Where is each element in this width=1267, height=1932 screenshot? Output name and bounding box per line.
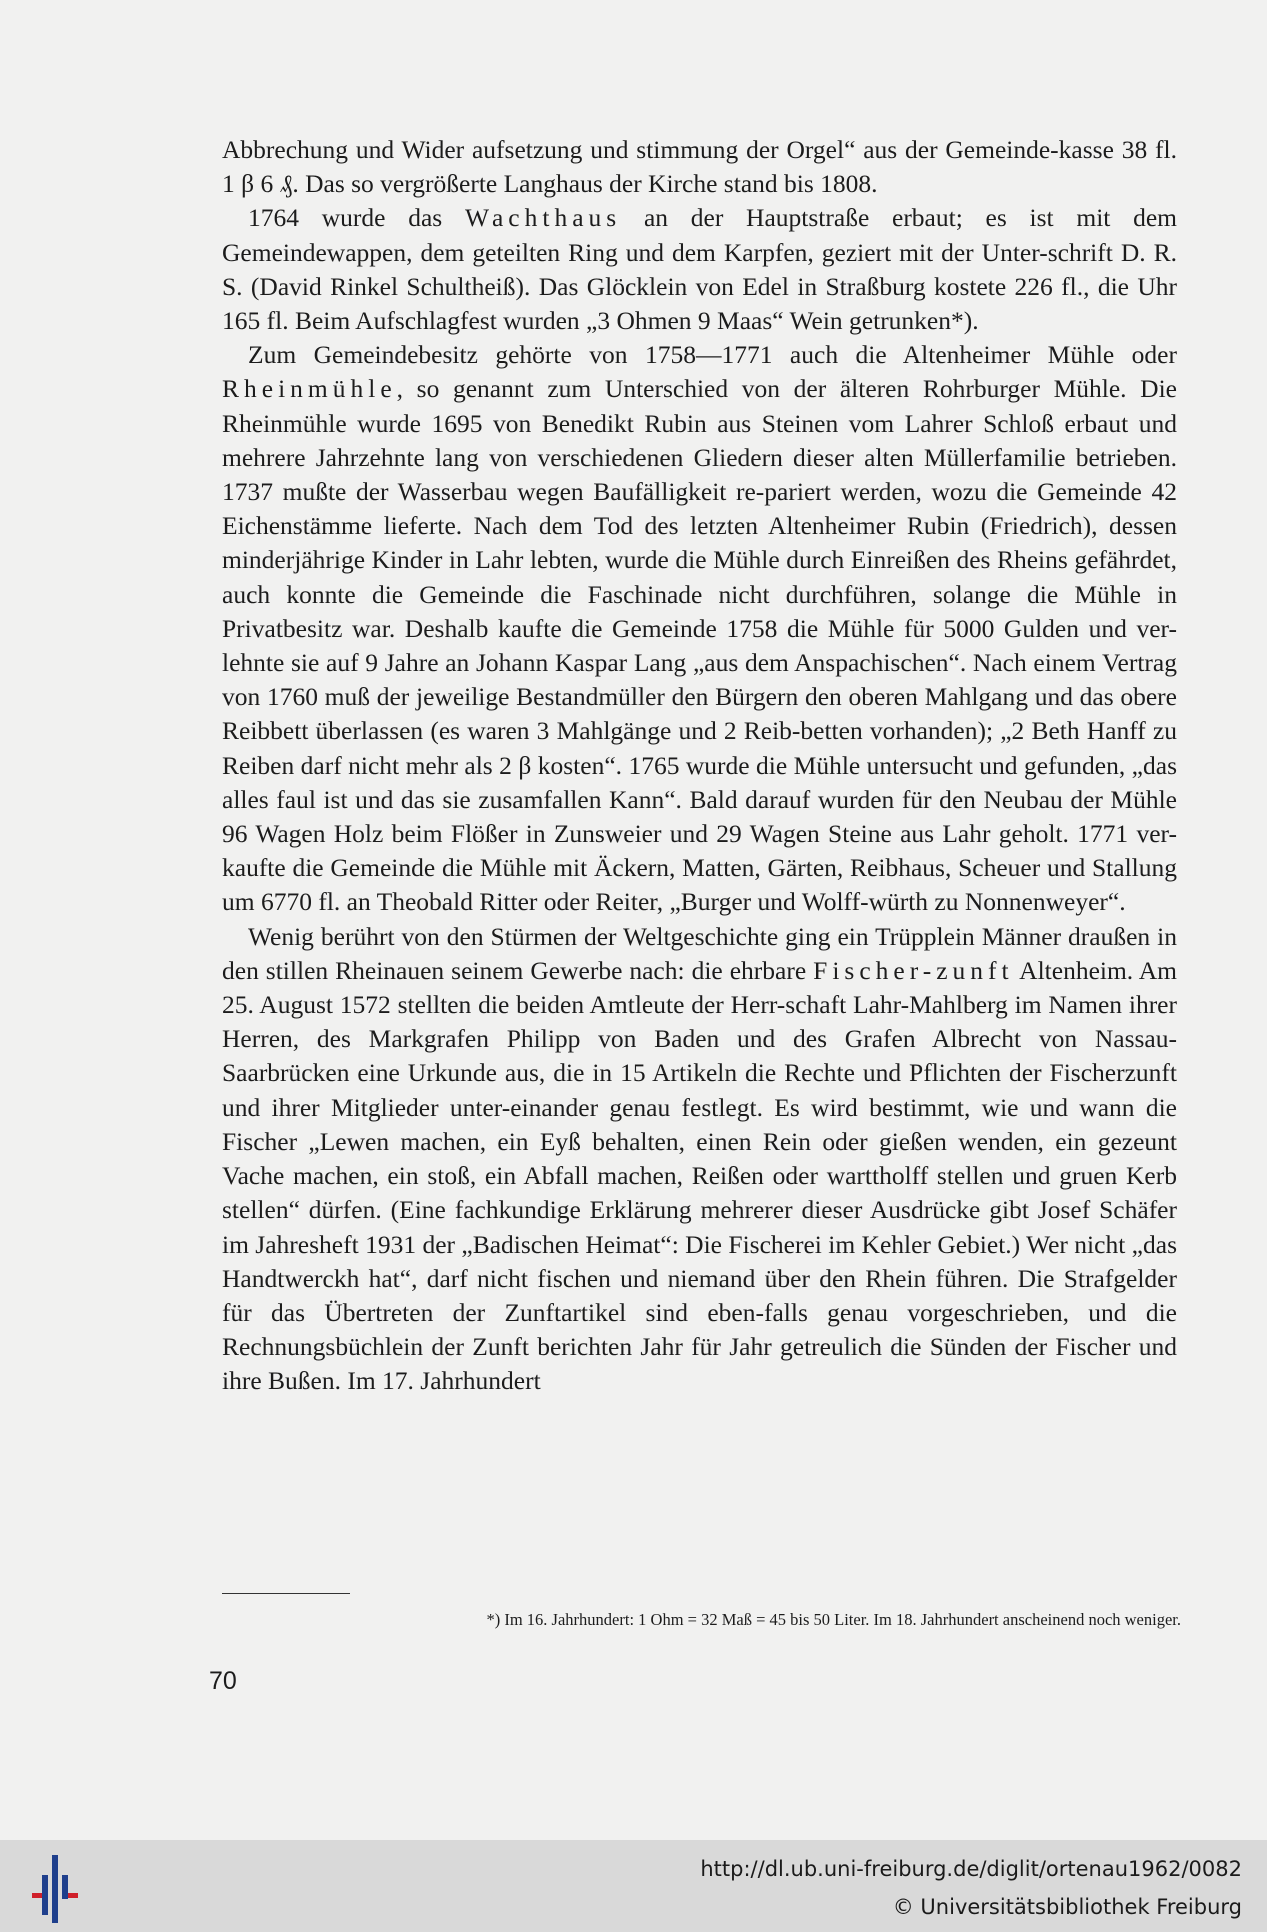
text-run: Altenheim. Am 25. August 1572 stellten die beiden Amtleute der Herr-schaft Lahr-Mahlberg im Namen ihrer Herren, des Markgrafen Philipp von Baden und des Grafen Albrecht von Nassau-Saarbrücken eine Urkunde aus, die in 15 Artikeln die Rechte und Pflichten der Fischerzunft und ihrer Mitglieder unter-einander genau festlegt. Es wird bestimmt, wie und wann die Fischer „Lewen machen, ein Eyß behalten, einen Rein oder gießen wenden, ein gezeunt Vache machen, ein stoß, ein Abfall machen, Reißen oder warttholff stellen und gruen Kerb stellen“ dürfen. (Eine fachkundige Erklärung mehrerer dieser Ausdrücke gibt Josef Schäfer im Jahresheft 1931 der „Badischen Heimat“: Die Fischerei im Kehler Gebiet.) Wer nicht „das Handtwerckh hat“, darf nicht fischen und niemand über den Rhein führen. Die Strafgelder für das Übertreten der Zunftartikel sind eben-falls genau vorgeschrieben, und die Rechnungsbüchlein der Zunft berichten Jahr für Jahr getreulich die Sünden der Fischer und ihre Bußen. Im 17. Jahrhundert bbox=[222, 955, 1178, 1396]
source-url-link[interactable]: http://dl.ub.uni-freiburg.de/diglit/ortenau1962/0082 bbox=[700, 1857, 1242, 1881]
text-run: Zum Gemeindebesitz gehörte von 1758—1771 auch die Altenheimer Mühle oder bbox=[248, 340, 1177, 370]
text-run: Abbrechung und Wider aufsetzung und stimmung der Orgel“ aus der Gemeinde-kasse 38 fl. 1 β 6 ₰. Das so vergrößerte Langhaus der Kirche stand bis 1808. bbox=[222, 135, 1177, 199]
page-number: 70 bbox=[209, 1667, 237, 1695]
paragraph-orgel bbox=[222, 133, 1177, 201]
emphasized-term: Rheinmühle bbox=[222, 374, 397, 404]
paragraph-wachthaus bbox=[222, 201, 1177, 338]
emphasized-term: Wachthaus bbox=[464, 203, 622, 233]
text-run: an der Hauptstraße erbaut; es ist mit dem Gemeindewappen, dem geteilten Ring und dem Karpfen, geziert mit der Unter-schrift D. R. S. (David Rinkel Schultheiß). Das Glöcklein von Edel in Straßburg kostete 226 fl., die Uhr 165 fl. Beim Aufschlagfest wurden „3 Ohmen 9 Maas“ Wein getrunken*). bbox=[222, 203, 1178, 336]
emphasized-term: Fischer-zunft bbox=[813, 955, 1014, 985]
text-run: 1764 wurde das bbox=[248, 203, 465, 233]
footnote-divider bbox=[222, 1593, 350, 1594]
text-run: Wenig berührt von den Stürmen der Weltgeschichte ging ein Trüpplein Männer draußen in den stillen Rheinauen seinem Gewerbe nach: die ehrbare bbox=[222, 921, 1177, 985]
copyright-notice: © Universitätsbibliothek Freiburg bbox=[892, 1895, 1242, 1919]
body-text bbox=[222, 133, 1177, 1399]
footnote: *) Im 16. Jahrhundert: 1 Ohm = 32 Maß = 45 bis 50 Liter. Im 18. Jahrhundert anscheinend noch weniger. bbox=[486, 1610, 1181, 1629]
text-run: , so genannt zum Unterschied von der älteren Rohrburger Mühle. Die Rheinmühle wurde 1695 von Benedikt Rubin aus Steinen vom Lahrer Schloß erbaut und mehrere Jahrzehnte lang von verschiedenen Gliedern dieser alten Müllerfamilie betrieben. 1737 mußte der Wasserbau wegen Baufälligkeit re-pariert werden, wozu die Gemeinde 42 Eichenstämme lieferte. Nach dem Tod des letzten Altenheimer Rubin (Friedrich), dessen minderjährige Kinder in Lahr lebten, wurde die Mühle durch Einreißen des Rheins gefährdet, auch konnte die Gemeinde die Faschinade nicht durchführen, solange die Mühle in Privatbesitz war. Deshalb kaufte die Gemeinde 1758 die Mühle für 5000 Gulden und ver-lehnte sie auf 9 Jahre an Johann Kaspar Lang „aus dem Anspachischen“. Nach einem Vertrag von 1760 muß der jeweilige Bestandmüller den Bürgern den oberen Mahlgang und das obere Reibbett überlassen (es waren 3 Mahlgänge und 2 Reib-betten vorhanden); „2 Beth Hanff zu Reiben darf nicht mehr als 2 β kosten“. 1765 wurde die Mühle untersucht und gefunden, „das alles faul ist und das sie zusamfallen Kann“. Bald darauf wurden für den Neubau der Mühle 96 Wagen Holz beim Flößer in Zunsweier und 29 Wagen Steine aus Lahr geholt. 1771 ver-kaufte die Gemeinde die Mühle mit Äckern, Matten, Gärten, Reibhaus, Scheuer und Stallung um 6770 fl. an Theobald Ritter oder Reiter, „Burger und Wolff-würth zu Nonnenweyer“. bbox=[222, 374, 1177, 917]
library-logo-icon bbox=[32, 1853, 78, 1925]
paragraph-rheinmuehle bbox=[222, 338, 1177, 919]
paragraph-fischerzunft bbox=[222, 920, 1177, 1399]
